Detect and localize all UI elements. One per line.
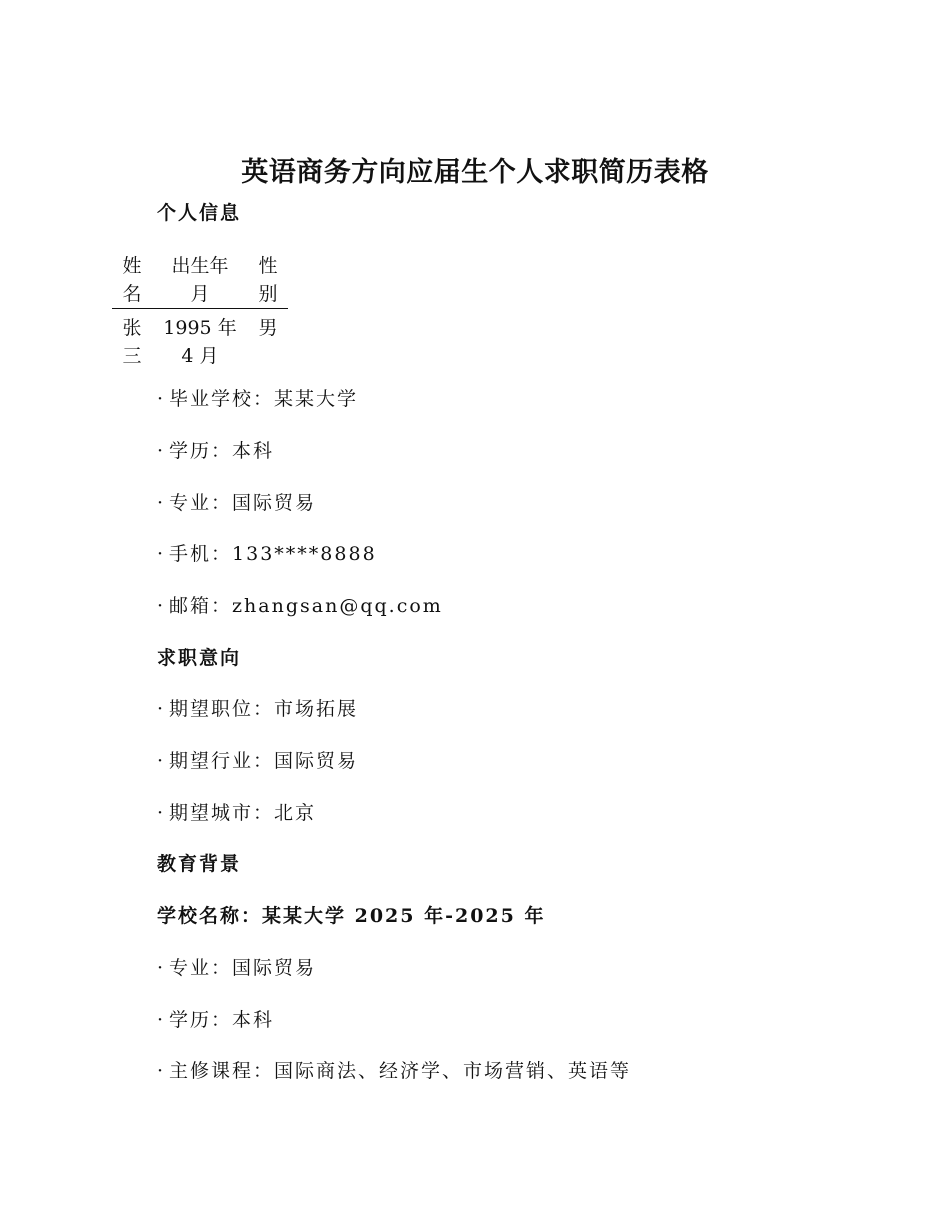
list-item-text: 期望职位：市场拓展 [169, 698, 359, 720]
section-heading-intent: 求职意向 [157, 647, 242, 669]
list-item-major [157, 488, 316, 515]
list-item-text: 手机：133****8888 [169, 543, 377, 565]
bullet-icon: · [157, 388, 166, 410]
list-item-city [157, 798, 316, 825]
bullet-icon: · [157, 440, 166, 462]
table-cell-birth-text: 1995 年 4 月 [163, 317, 237, 367]
bullet-icon: · [157, 750, 166, 772]
bullet-icon: · [157, 802, 166, 824]
list-item-text: 学历：本科 [169, 1009, 275, 1031]
list-item-text: 学历：本科 [169, 440, 275, 462]
list-item-school [157, 384, 358, 411]
table-header-birth [160, 252, 240, 308]
section-heading-education: 教育背景 [157, 853, 242, 875]
table-cell-name [112, 314, 152, 370]
list-item-text: 专业：国际贸易 [169, 957, 317, 979]
table-header-name-text: 姓 名 [122, 255, 142, 305]
list-item-text: 邮箱：zhangsan@qq.com [169, 595, 443, 617]
table-header-birth-text: 出生年 月 [171, 255, 229, 305]
list-item-phone [157, 539, 377, 566]
list-item-text: 主修课程：国际商法、经济学、市场营销、英语等 [169, 1060, 632, 1082]
bullet-icon: · [157, 492, 166, 514]
section-heading-personal: 个人信息 [157, 202, 242, 224]
list-item-industry [157, 746, 358, 773]
bullet-icon: · [157, 1009, 166, 1031]
bullet-icon: · [157, 1060, 166, 1082]
list-item-text: 期望城市：北京 [169, 802, 317, 824]
list-item-email [157, 591, 443, 618]
document-title: 英语商务方向应届生个人求职简历表格 [241, 157, 709, 188]
table-header-gender [248, 252, 288, 308]
list-item-text: 毕业学校：某某大学 [169, 388, 359, 410]
table-cell-gender-text: 男 [258, 317, 278, 339]
bullet-icon: · [157, 595, 166, 617]
list-item-text: 期望行业：国际贸易 [169, 750, 359, 772]
list-item-position [157, 694, 358, 721]
table-cell-gender [248, 314, 288, 342]
list-item-edu-degree [157, 1005, 274, 1032]
table-cell-birth [160, 314, 240, 370]
table-header-name [112, 252, 152, 308]
table-divider [112, 308, 288, 309]
school-name-line: 学校名称：某某大学 2025 年-2025 年 [157, 905, 546, 927]
list-item-edu-major [157, 953, 316, 980]
list-item-degree [157, 436, 274, 463]
bullet-icon: · [157, 543, 166, 565]
list-item-text: 专业：国际贸易 [169, 492, 317, 514]
bullet-icon: · [157, 957, 166, 979]
list-item-courses [157, 1056, 631, 1083]
table-header-gender-text: 性 别 [258, 255, 278, 305]
bullet-icon: · [157, 698, 166, 720]
table-cell-name-text: 张 三 [122, 317, 142, 367]
